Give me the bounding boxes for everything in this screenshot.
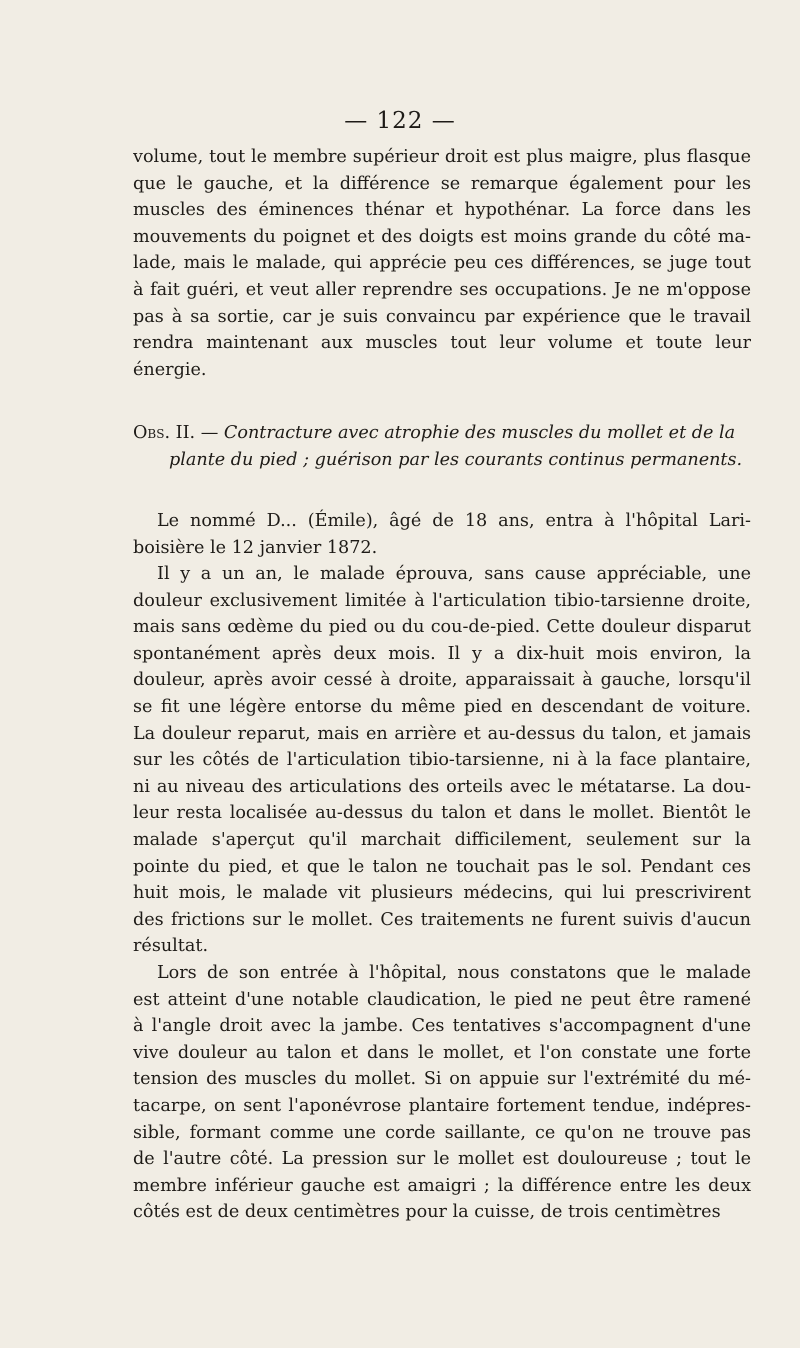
text-line: lade, mais le malade, qui apprécie peu ces différences, se juge tout — [133, 253, 751, 274]
text-line: que le gauche, et la différence se remarque également pour les — [133, 173, 751, 194]
text-line: pas à sa sortie, car je suis convaincu par expérience que le travail — [133, 306, 751, 327]
text-line: mais sans œdème du pied ou du cou-de-pied. Cette douleur disparut — [133, 617, 751, 638]
text-line: sur les côtés de l'articulation tibio-tarsienne, ni à la face plantaire, — [133, 750, 751, 771]
text-line: volume, tout le membre supérieur droit est plus maigre, plus flasque — [133, 147, 751, 167]
text-line: de l'autre côté. La pression sur le mollet est douloureuse ; tout le — [133, 1149, 751, 1170]
text-line: mouvements du poignet et des doigts est moins grande du côté ma- — [133, 226, 751, 247]
text-line: spontanément après deux mois. Il y a dix-huit mois environ, la — [133, 643, 751, 664]
observation-title-line-2: plante du pied ; guérison par les courants continus permanents. — [169, 449, 743, 470]
paragraph-4 — [133, 960, 751, 1226]
text-line: Lors de son entrée à l'hôpital, nous constatons que le malade — [157, 963, 751, 983]
text-line: malade s'aperçut qu'il marchait difficilement, seulement sur la — [133, 829, 751, 850]
text-line: est atteint d'une notable claudication, le pied ne peut être ramené — [133, 989, 751, 1010]
text-line: La douleur reparut, mais en arrière et au-dessus du talon, et jamais — [133, 723, 751, 744]
observation-heading — [133, 420, 751, 473]
text-line: leur resta localisée au-dessus du talon et dans le mollet. Bientôt le — [133, 803, 751, 824]
text-line: sible, formant comme une corde saillante, ce qu'on ne trouve pas — [133, 1122, 751, 1143]
observation-label: Obs. II. — — [133, 423, 219, 443]
text-line: pointe du pied, et que le talon ne touchait pas le sol. Pendant ces — [133, 856, 751, 877]
text-line: Le nommé D... (Émile), âgé de 18 ans, entra à l'hôpital Lari- — [157, 511, 751, 531]
text-line: membre inférieur gauche est amaigri ; la différence entre les deux — [133, 1175, 751, 1196]
paragraph-2 — [133, 508, 751, 561]
text-line: à fait guéri, et veut aller reprendre ses occupations. Je ne m'oppose — [133, 279, 751, 300]
text-line: ni au niveau des articulations des orteils avec le métatarse. La dou- — [133, 776, 751, 797]
page-number: — 122 — — [344, 108, 456, 134]
paragraph-3 — [133, 561, 751, 960]
text-line: douleur exclusivement limitée à l'articulation tibio-tarsienne droite, — [133, 590, 751, 611]
text-line: rendra maintenant aux muscles tout leur volume et toute leur — [133, 333, 751, 354]
text-line: côtés est de deux centimètres pour la cuisse, de trois centimètres — [133, 1202, 721, 1223]
text-line: des frictions sur le mollet. Ces traitements ne furent suivis d'aucun — [133, 909, 751, 930]
text-line: se fit une légère entorse du même pied en descendant de voiture. — [133, 696, 751, 717]
paragraph-1 — [133, 144, 751, 383]
text-line: Il y a un an, le malade éprouva, sans cause appréciable, une — [157, 564, 751, 584]
observation-title-line-1 — [133, 420, 751, 447]
text-line: tension des muscles du mollet. Si on appuie sur l'extrémité du mé- — [133, 1069, 751, 1090]
text-line: vive douleur au talon et dans le mollet, et l'on constate une forte — [133, 1042, 751, 1063]
text-line: tacarpe, on sent l'aponévrose plantaire fortement tendue, indépres- — [133, 1095, 751, 1116]
text-line: à l'angle droit avec la jambe. Ces tentatives s'accompagnent d'une — [133, 1016, 751, 1037]
text-line: huit mois, le malade vit plusieurs médecins, qui lui prescrivirent — [133, 883, 751, 904]
text-line: résultat. — [133, 936, 209, 957]
text-line: boisière le 12 janvier 1872. — [133, 537, 378, 558]
observation-title: Contracture avec atrophie des muscles du mollet et de la — [223, 423, 736, 443]
text-line: muscles des éminences thénar et hypothénar. La force dans les — [133, 200, 751, 221]
text-line: énergie. — [133, 359, 207, 380]
text-line: douleur, après avoir cessé à droite, apparaissait à gauche, lorsqu'il — [133, 670, 751, 691]
